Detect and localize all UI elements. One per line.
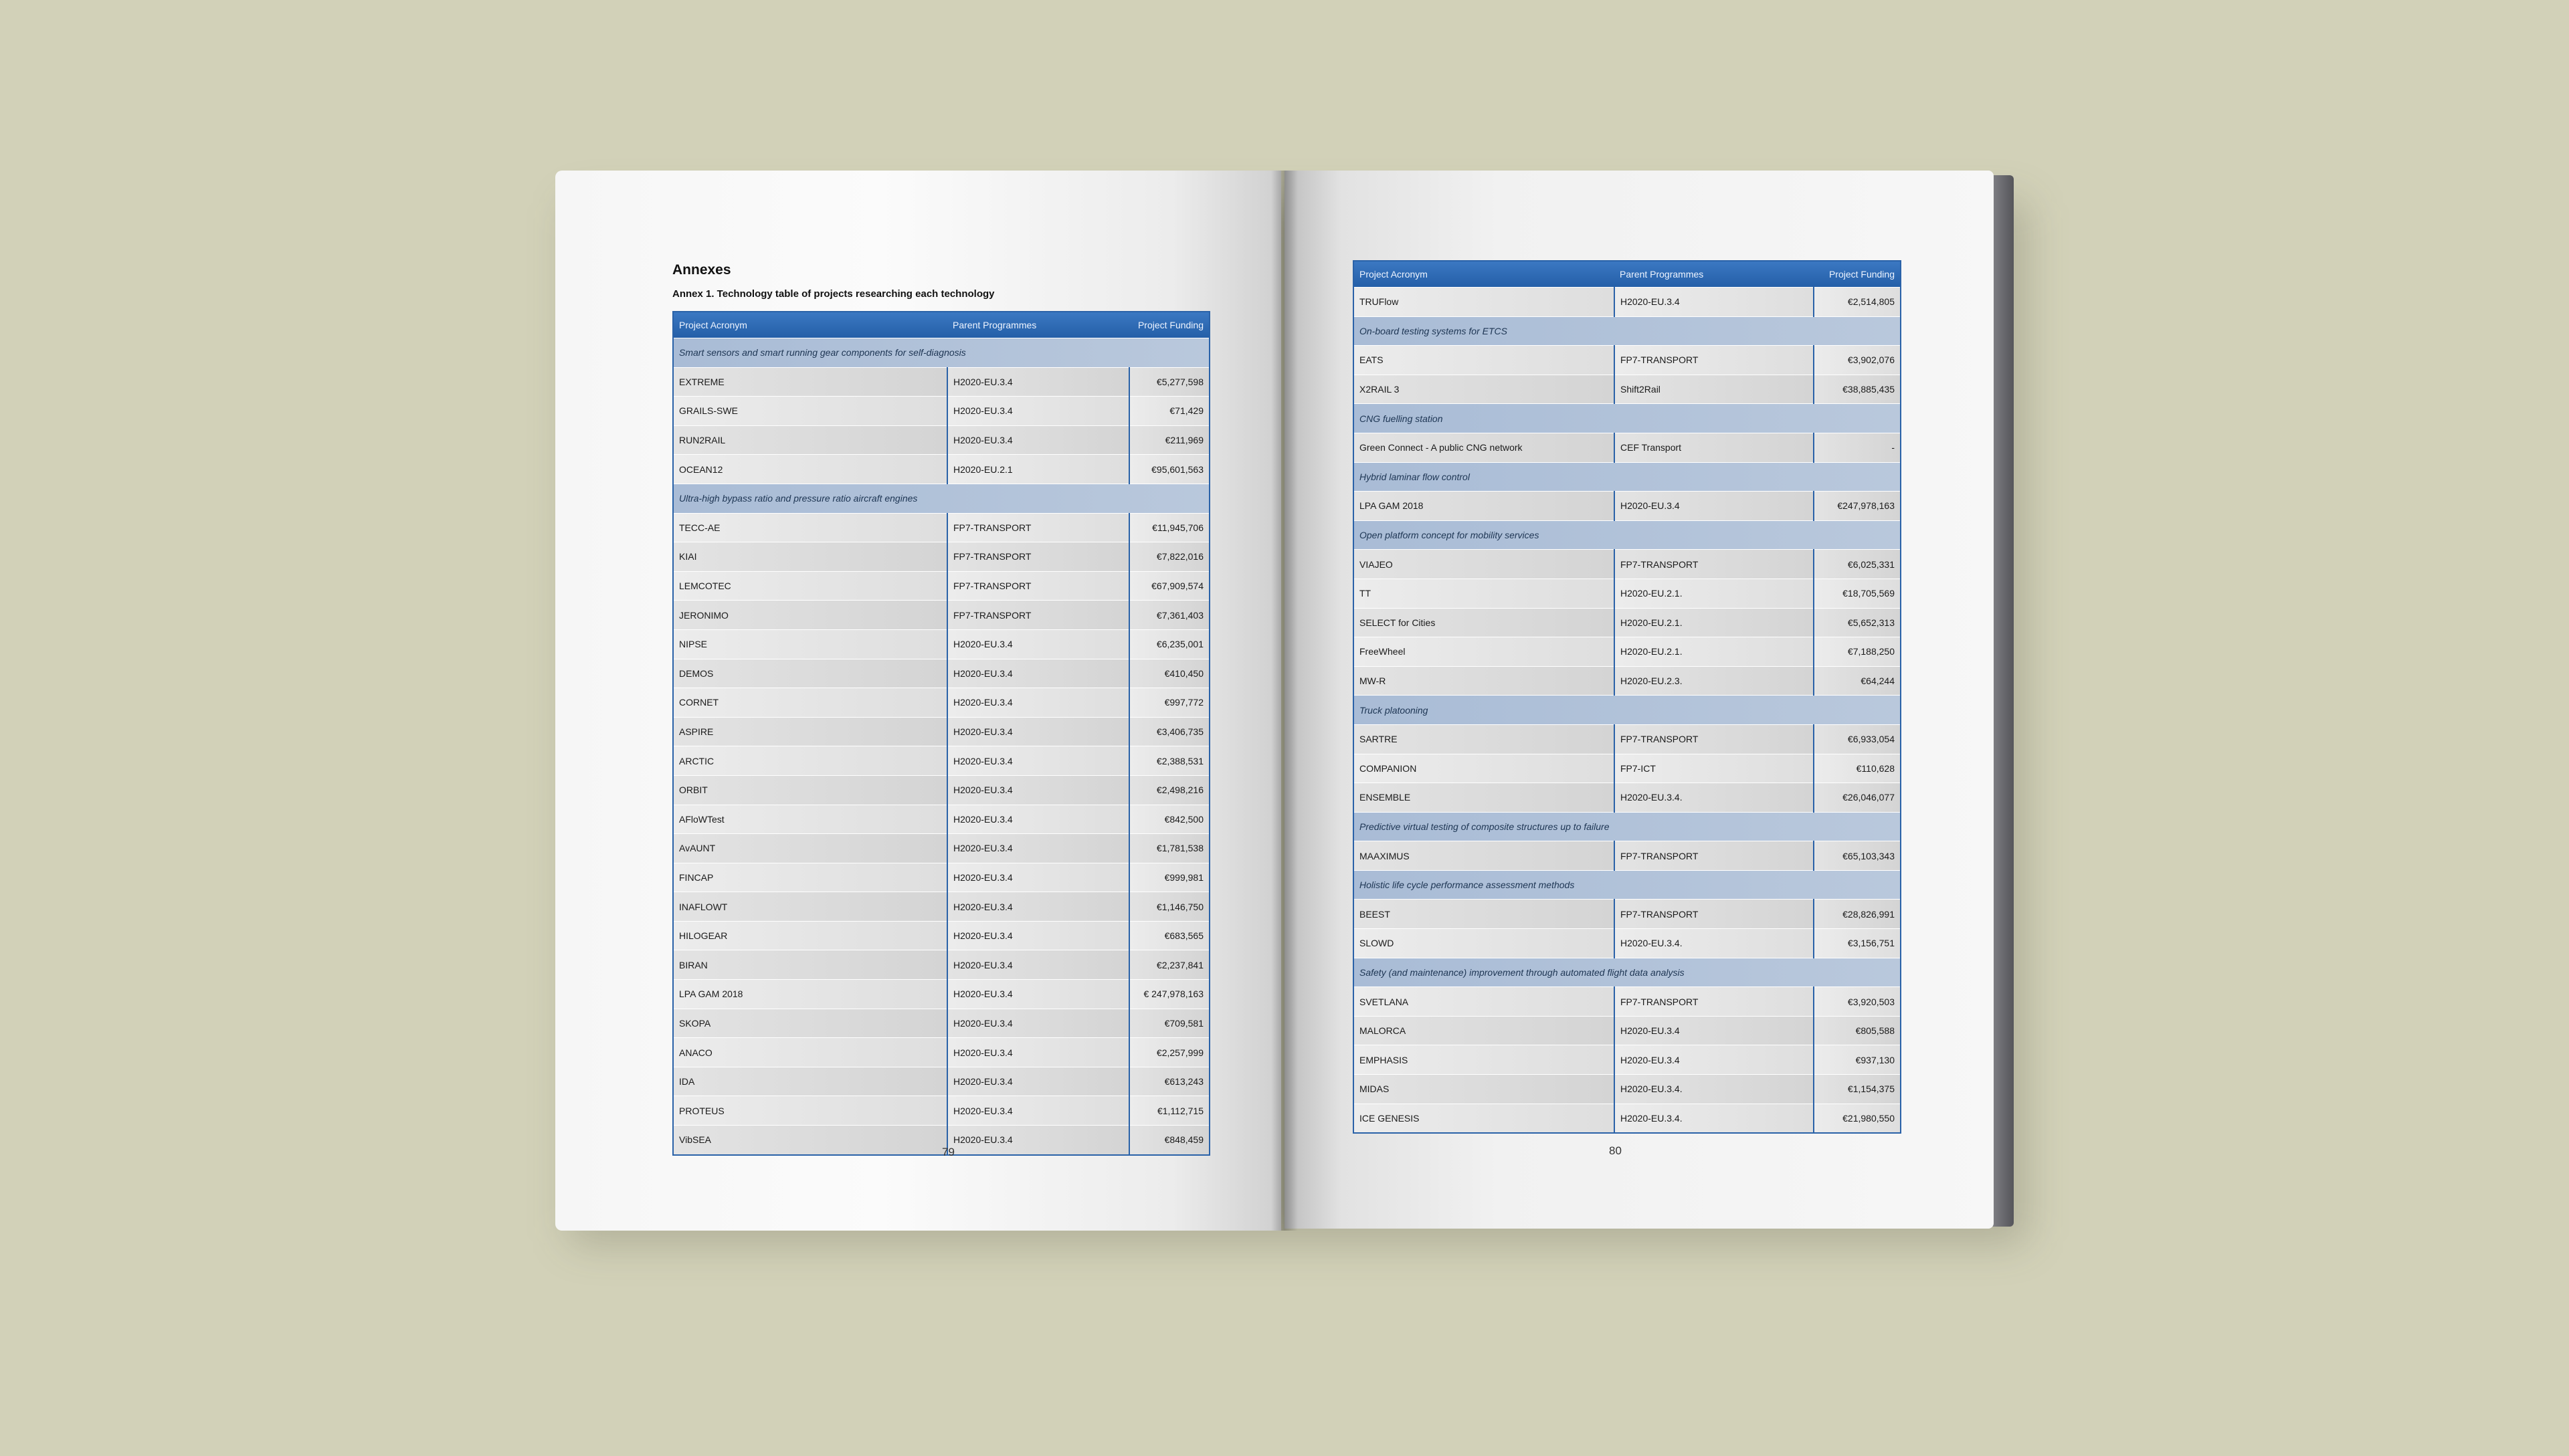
table-row — [1353, 608, 1901, 637]
book-gutter — [1271, 171, 1298, 1231]
parent-programme: H2020-EU.2.1. — [1614, 608, 1814, 637]
parent-programme: H2020-EU.3.4 — [947, 659, 1129, 688]
project-funding: €3,920,503 — [1814, 987, 1901, 1017]
parent-programme: H2020-EU.3.4. — [1614, 929, 1814, 958]
table-row — [1353, 1045, 1901, 1075]
parent-programme: FP7-TRANSPORT — [947, 601, 1129, 630]
parent-programme: H2020-EU.3.4 — [1614, 288, 1814, 317]
project-funding: €247,978,163 — [1814, 492, 1901, 521]
table-row — [673, 746, 1210, 776]
project-acronym: SELECT for Cities — [1353, 608, 1614, 637]
parent-programme: H2020-EU.3.4 — [947, 980, 1129, 1009]
parent-programme: H2020-EU.3.4 — [947, 921, 1129, 950]
table-header — [1353, 261, 1901, 288]
project-funding: €2,514,805 — [1814, 288, 1901, 317]
project-acronym: BIRAN — [673, 950, 947, 980]
parent-programme: FP7-TRANSPORT — [947, 571, 1129, 601]
category-row — [1353, 870, 1901, 900]
table-row — [1353, 1104, 1901, 1133]
table-row — [1353, 783, 1901, 813]
project-funding: €65,103,343 — [1814, 841, 1901, 871]
parent-programme: Shift2Rail — [1614, 375, 1814, 404]
project-funding: €6,933,054 — [1814, 724, 1901, 754]
table-row — [1353, 579, 1901, 608]
annex-title: Annex 1. Technology table of projects researching each technology — [672, 288, 995, 300]
category-label: Hybrid laminar flow control — [1353, 462, 1901, 492]
project-acronym: ENSEMBLE — [1353, 783, 1614, 813]
category-label: On-board testing systems for ETCS — [1353, 316, 1901, 346]
table-row — [1353, 433, 1901, 462]
table-row — [673, 1126, 1210, 1155]
table-row — [673, 542, 1210, 572]
table-row — [673, 892, 1210, 922]
project-funding: €7,822,016 — [1129, 542, 1210, 572]
parent-programme: H2020-EU.2.1 — [947, 455, 1129, 484]
table-row — [1353, 754, 1901, 783]
project-acronym: SVETLANA — [1353, 987, 1614, 1017]
parent-programme: H2020-EU.3.4. — [1614, 1075, 1814, 1104]
project-acronym: IDA — [673, 1067, 947, 1096]
parent-programme: H2020-EU.3.4 — [1614, 492, 1814, 521]
project-funding: €3,156,751 — [1814, 929, 1901, 958]
project-funding: €1,146,750 — [1129, 892, 1210, 922]
parent-programme: H2020-EU.3.4 — [947, 397, 1129, 426]
project-funding: €26,046,077 — [1814, 783, 1901, 813]
project-acronym: TT — [1353, 579, 1614, 608]
parent-programme: H2020-EU.3.4 — [1614, 1016, 1814, 1045]
col-header-programme: Parent Programmes — [947, 312, 1129, 338]
project-funding: €64,244 — [1814, 666, 1901, 696]
project-acronym: MIDAS — [1353, 1075, 1614, 1104]
table-row — [1353, 492, 1901, 521]
project-acronym: MALORCA — [1353, 1016, 1614, 1045]
table-row — [673, 921, 1210, 950]
project-acronym: MAAXIMUS — [1353, 841, 1614, 871]
category-row — [1353, 812, 1901, 841]
table-row — [1353, 375, 1901, 404]
project-funding: €805,588 — [1814, 1016, 1901, 1045]
project-funding: €997,772 — [1129, 688, 1210, 718]
project-acronym: ASPIRE — [673, 717, 947, 746]
parent-programme: H2020-EU.3.4 — [947, 950, 1129, 980]
project-acronym: EMPHASIS — [1353, 1045, 1614, 1075]
parent-programme: H2020-EU.3.4 — [947, 892, 1129, 922]
table-row — [673, 455, 1210, 484]
project-funding: €11,945,706 — [1129, 513, 1210, 542]
project-funding: €999,981 — [1129, 863, 1210, 892]
project-acronym: TRUFlow — [1353, 288, 1614, 317]
project-funding: €1,154,375 — [1814, 1075, 1901, 1104]
project-funding: €110,628 — [1814, 754, 1901, 783]
parent-programme: H2020-EU.3.4 — [947, 1096, 1129, 1126]
project-acronym: LPA GAM 2018 — [673, 980, 947, 1009]
project-acronym: LPA GAM 2018 — [1353, 492, 1614, 521]
project-acronym: MW-R — [1353, 666, 1614, 696]
project-acronym: FINCAP — [673, 863, 947, 892]
parent-programme: H2020-EU.3.4 — [947, 1126, 1129, 1155]
project-funding: €6,025,331 — [1814, 550, 1901, 579]
page-heading: Annexes — [672, 262, 731, 278]
project-acronym: EATS — [1353, 346, 1614, 375]
project-funding: €21,980,550 — [1814, 1104, 1901, 1133]
project-funding: €67,909,574 — [1129, 571, 1210, 601]
project-funding: €410,450 — [1129, 659, 1210, 688]
project-funding: €613,243 — [1129, 1067, 1210, 1096]
table-row — [673, 805, 1210, 834]
table-row — [673, 717, 1210, 746]
table-row — [673, 1009, 1210, 1038]
table-row — [673, 425, 1210, 455]
project-acronym: SARTRE — [1353, 724, 1614, 754]
parent-programme: H2020-EU.3.4 — [947, 746, 1129, 776]
technology-table-right — [1353, 260, 1901, 1134]
project-acronym: FreeWheel — [1353, 637, 1614, 667]
project-acronym: SKOPA — [673, 1009, 947, 1038]
parent-programme: H2020-EU.3.4 — [947, 1067, 1129, 1096]
parent-programme: FP7-TRANSPORT — [1614, 346, 1814, 375]
project-funding: €38,885,435 — [1814, 375, 1901, 404]
parent-programme: H2020-EU.3.4 — [947, 1009, 1129, 1038]
col-header-acronym: Project Acronym — [1353, 261, 1614, 288]
table-row — [673, 1067, 1210, 1096]
project-acronym: JERONIMO — [673, 601, 947, 630]
project-funding: €1,781,538 — [1129, 834, 1210, 863]
parent-programme: H2020-EU.3.4. — [1614, 783, 1814, 813]
parent-programme: H2020-EU.3.4 — [947, 805, 1129, 834]
parent-programme: H2020-EU.3.4. — [1614, 1104, 1814, 1133]
parent-programme: H2020-EU.3.4 — [947, 425, 1129, 455]
col-header-programme: Parent Programmes — [1614, 261, 1814, 288]
project-funding: €842,500 — [1129, 805, 1210, 834]
project-funding: €28,826,991 — [1814, 900, 1901, 929]
project-acronym: TECC-AE — [673, 513, 947, 542]
table-row — [1353, 288, 1901, 317]
category-row — [1353, 520, 1901, 550]
category-row — [1353, 696, 1901, 725]
parent-programme: FP7-TRANSPORT — [1614, 550, 1814, 579]
project-funding: € 247,978,163 — [1129, 980, 1210, 1009]
parent-programme: FP7-TRANSPORT — [1614, 841, 1814, 871]
project-acronym: GRAILS-SWE — [673, 397, 947, 426]
table-row — [673, 513, 1210, 542]
project-funding: €2,237,841 — [1129, 950, 1210, 980]
parent-programme: H2020-EU.3.4 — [1614, 1045, 1814, 1075]
parent-programme: CEF Transport — [1614, 433, 1814, 462]
table-row — [673, 950, 1210, 980]
table-row — [673, 601, 1210, 630]
parent-programme: H2020-EU.2.1. — [1614, 637, 1814, 667]
project-funding: €95,601,563 — [1129, 455, 1210, 484]
table-header — [673, 312, 1210, 338]
category-label: CNG fuelling station — [1353, 404, 1901, 433]
table-row — [673, 367, 1210, 397]
project-funding: €3,406,735 — [1129, 717, 1210, 746]
parent-programme: FP7-TRANSPORT — [1614, 987, 1814, 1017]
project-acronym: VibSEA — [673, 1126, 947, 1155]
category-row — [1353, 404, 1901, 433]
project-funding: - — [1814, 433, 1901, 462]
project-funding: €1,112,715 — [1129, 1096, 1210, 1126]
table-row — [673, 688, 1210, 718]
page-number: 80 — [1609, 1144, 1622, 1157]
project-acronym: KIAI — [673, 542, 947, 572]
project-acronym: PROTEUS — [673, 1096, 947, 1126]
category-label: Open platform concept for mobility services — [1353, 520, 1901, 550]
table-row — [673, 629, 1210, 659]
project-acronym: CORNET — [673, 688, 947, 718]
project-acronym: BEEST — [1353, 900, 1614, 929]
category-label: Predictive virtual testing of composite structures up to failure — [1353, 812, 1901, 841]
parent-programme: H2020-EU.3.4 — [947, 367, 1129, 397]
table-row — [1353, 900, 1901, 929]
project-acronym: HILOGEAR — [673, 921, 947, 950]
parent-programme: H2020-EU.3.4 — [947, 629, 1129, 659]
table-row — [1353, 724, 1901, 754]
project-funding: €937,130 — [1814, 1045, 1901, 1075]
table-row — [1353, 1075, 1901, 1104]
table-row — [673, 980, 1210, 1009]
project-funding: €211,969 — [1129, 425, 1210, 455]
project-acronym: Green Connect - A public CNG network — [1353, 433, 1614, 462]
parent-programme: H2020-EU.3.4 — [947, 834, 1129, 863]
project-funding: €683,565 — [1129, 921, 1210, 950]
parent-programme: H2020-EU.2.3. — [1614, 666, 1814, 696]
table-row — [673, 1038, 1210, 1067]
parent-programme: FP7-TRANSPORT — [947, 542, 1129, 572]
parent-programme: H2020-EU.3.4 — [947, 863, 1129, 892]
project-acronym: ICE GENESIS — [1353, 1104, 1614, 1133]
project-acronym: DEMOS — [673, 659, 947, 688]
page-number: 79 — [942, 1146, 955, 1158]
table-row — [1353, 841, 1901, 871]
parent-programme: H2020-EU.3.4 — [947, 688, 1129, 718]
table-row — [673, 863, 1210, 892]
project-funding: €71,429 — [1129, 397, 1210, 426]
project-acronym: EXTREME — [673, 367, 947, 397]
project-funding: €7,361,403 — [1129, 601, 1210, 630]
table-row — [673, 659, 1210, 688]
table-row — [1353, 1016, 1901, 1045]
table-row — [673, 571, 1210, 601]
project-acronym: ORBIT — [673, 775, 947, 805]
category-label: Ultra-high bypass ratio and pressure ratio aircraft engines — [673, 484, 1210, 513]
parent-programme: H2020-EU.2.1. — [1614, 579, 1814, 608]
project-funding: €2,498,216 — [1129, 775, 1210, 805]
project-funding: €5,277,598 — [1129, 367, 1210, 397]
project-funding: €5,652,313 — [1814, 608, 1901, 637]
parent-programme: H2020-EU.3.4 — [947, 717, 1129, 746]
project-acronym: ARCTIC — [673, 746, 947, 776]
project-acronym: RUN2RAIL — [673, 425, 947, 455]
table-row — [1353, 929, 1901, 958]
project-funding: €6,235,001 — [1129, 629, 1210, 659]
project-acronym: X2RAIL 3 — [1353, 375, 1614, 404]
project-funding: €2,257,999 — [1129, 1038, 1210, 1067]
left-page — [555, 171, 1281, 1231]
table-row — [1353, 666, 1901, 696]
category-row — [1353, 462, 1901, 492]
category-row — [1353, 958, 1901, 987]
project-funding: €2,388,531 — [1129, 746, 1210, 776]
category-row — [1353, 316, 1901, 346]
parent-programme: H2020-EU.3.4 — [947, 1038, 1129, 1067]
project-funding: €7,188,250 — [1814, 637, 1901, 667]
project-acronym: AvAUNT — [673, 834, 947, 863]
category-row — [673, 484, 1210, 513]
category-label: Smart sensors and smart running gear components for self-diagnosis — [673, 338, 1210, 368]
category-label: Holistic life cycle performance assessment methods — [1353, 870, 1901, 900]
table-row — [1353, 637, 1901, 667]
right-page — [1284, 171, 1994, 1229]
project-acronym: ANACO — [673, 1038, 947, 1067]
col-header-acronym: Project Acronym — [673, 312, 947, 338]
project-funding: €3,902,076 — [1814, 346, 1901, 375]
parent-programme: FP7-TRANSPORT — [1614, 724, 1814, 754]
table-row — [673, 1096, 1210, 1126]
project-acronym: SLOWD — [1353, 929, 1614, 958]
technology-table-left — [672, 311, 1210, 1156]
project-acronym: INAFLOWT — [673, 892, 947, 922]
col-header-funding: Project Funding — [1814, 261, 1901, 288]
parent-programme: FP7-TRANSPORT — [1614, 900, 1814, 929]
project-acronym: LEMCOTEC — [673, 571, 947, 601]
table-row — [1353, 987, 1901, 1017]
project-funding: €18,705,569 — [1814, 579, 1901, 608]
table-row — [673, 834, 1210, 863]
parent-programme: H2020-EU.3.4 — [947, 775, 1129, 805]
col-header-funding: Project Funding — [1129, 312, 1210, 338]
project-acronym: COMPANION — [1353, 754, 1614, 783]
table-row — [673, 775, 1210, 805]
category-row — [673, 338, 1210, 368]
project-acronym: OCEAN12 — [673, 455, 947, 484]
parent-programme: FP7-TRANSPORT — [947, 513, 1129, 542]
parent-programme: FP7-ICT — [1614, 754, 1814, 783]
table-row — [1353, 550, 1901, 579]
project-acronym: AFloWTest — [673, 805, 947, 834]
category-label: Truck platooning — [1353, 696, 1901, 725]
table-row — [673, 397, 1210, 426]
project-acronym: NIPSE — [673, 629, 947, 659]
category-label: Safety (and maintenance) improvement through automated flight data analysis — [1353, 958, 1901, 987]
project-funding: €709,581 — [1129, 1009, 1210, 1038]
table-row — [1353, 346, 1901, 375]
project-funding: €848,459 — [1129, 1126, 1210, 1155]
project-acronym: VIAJEO — [1353, 550, 1614, 579]
